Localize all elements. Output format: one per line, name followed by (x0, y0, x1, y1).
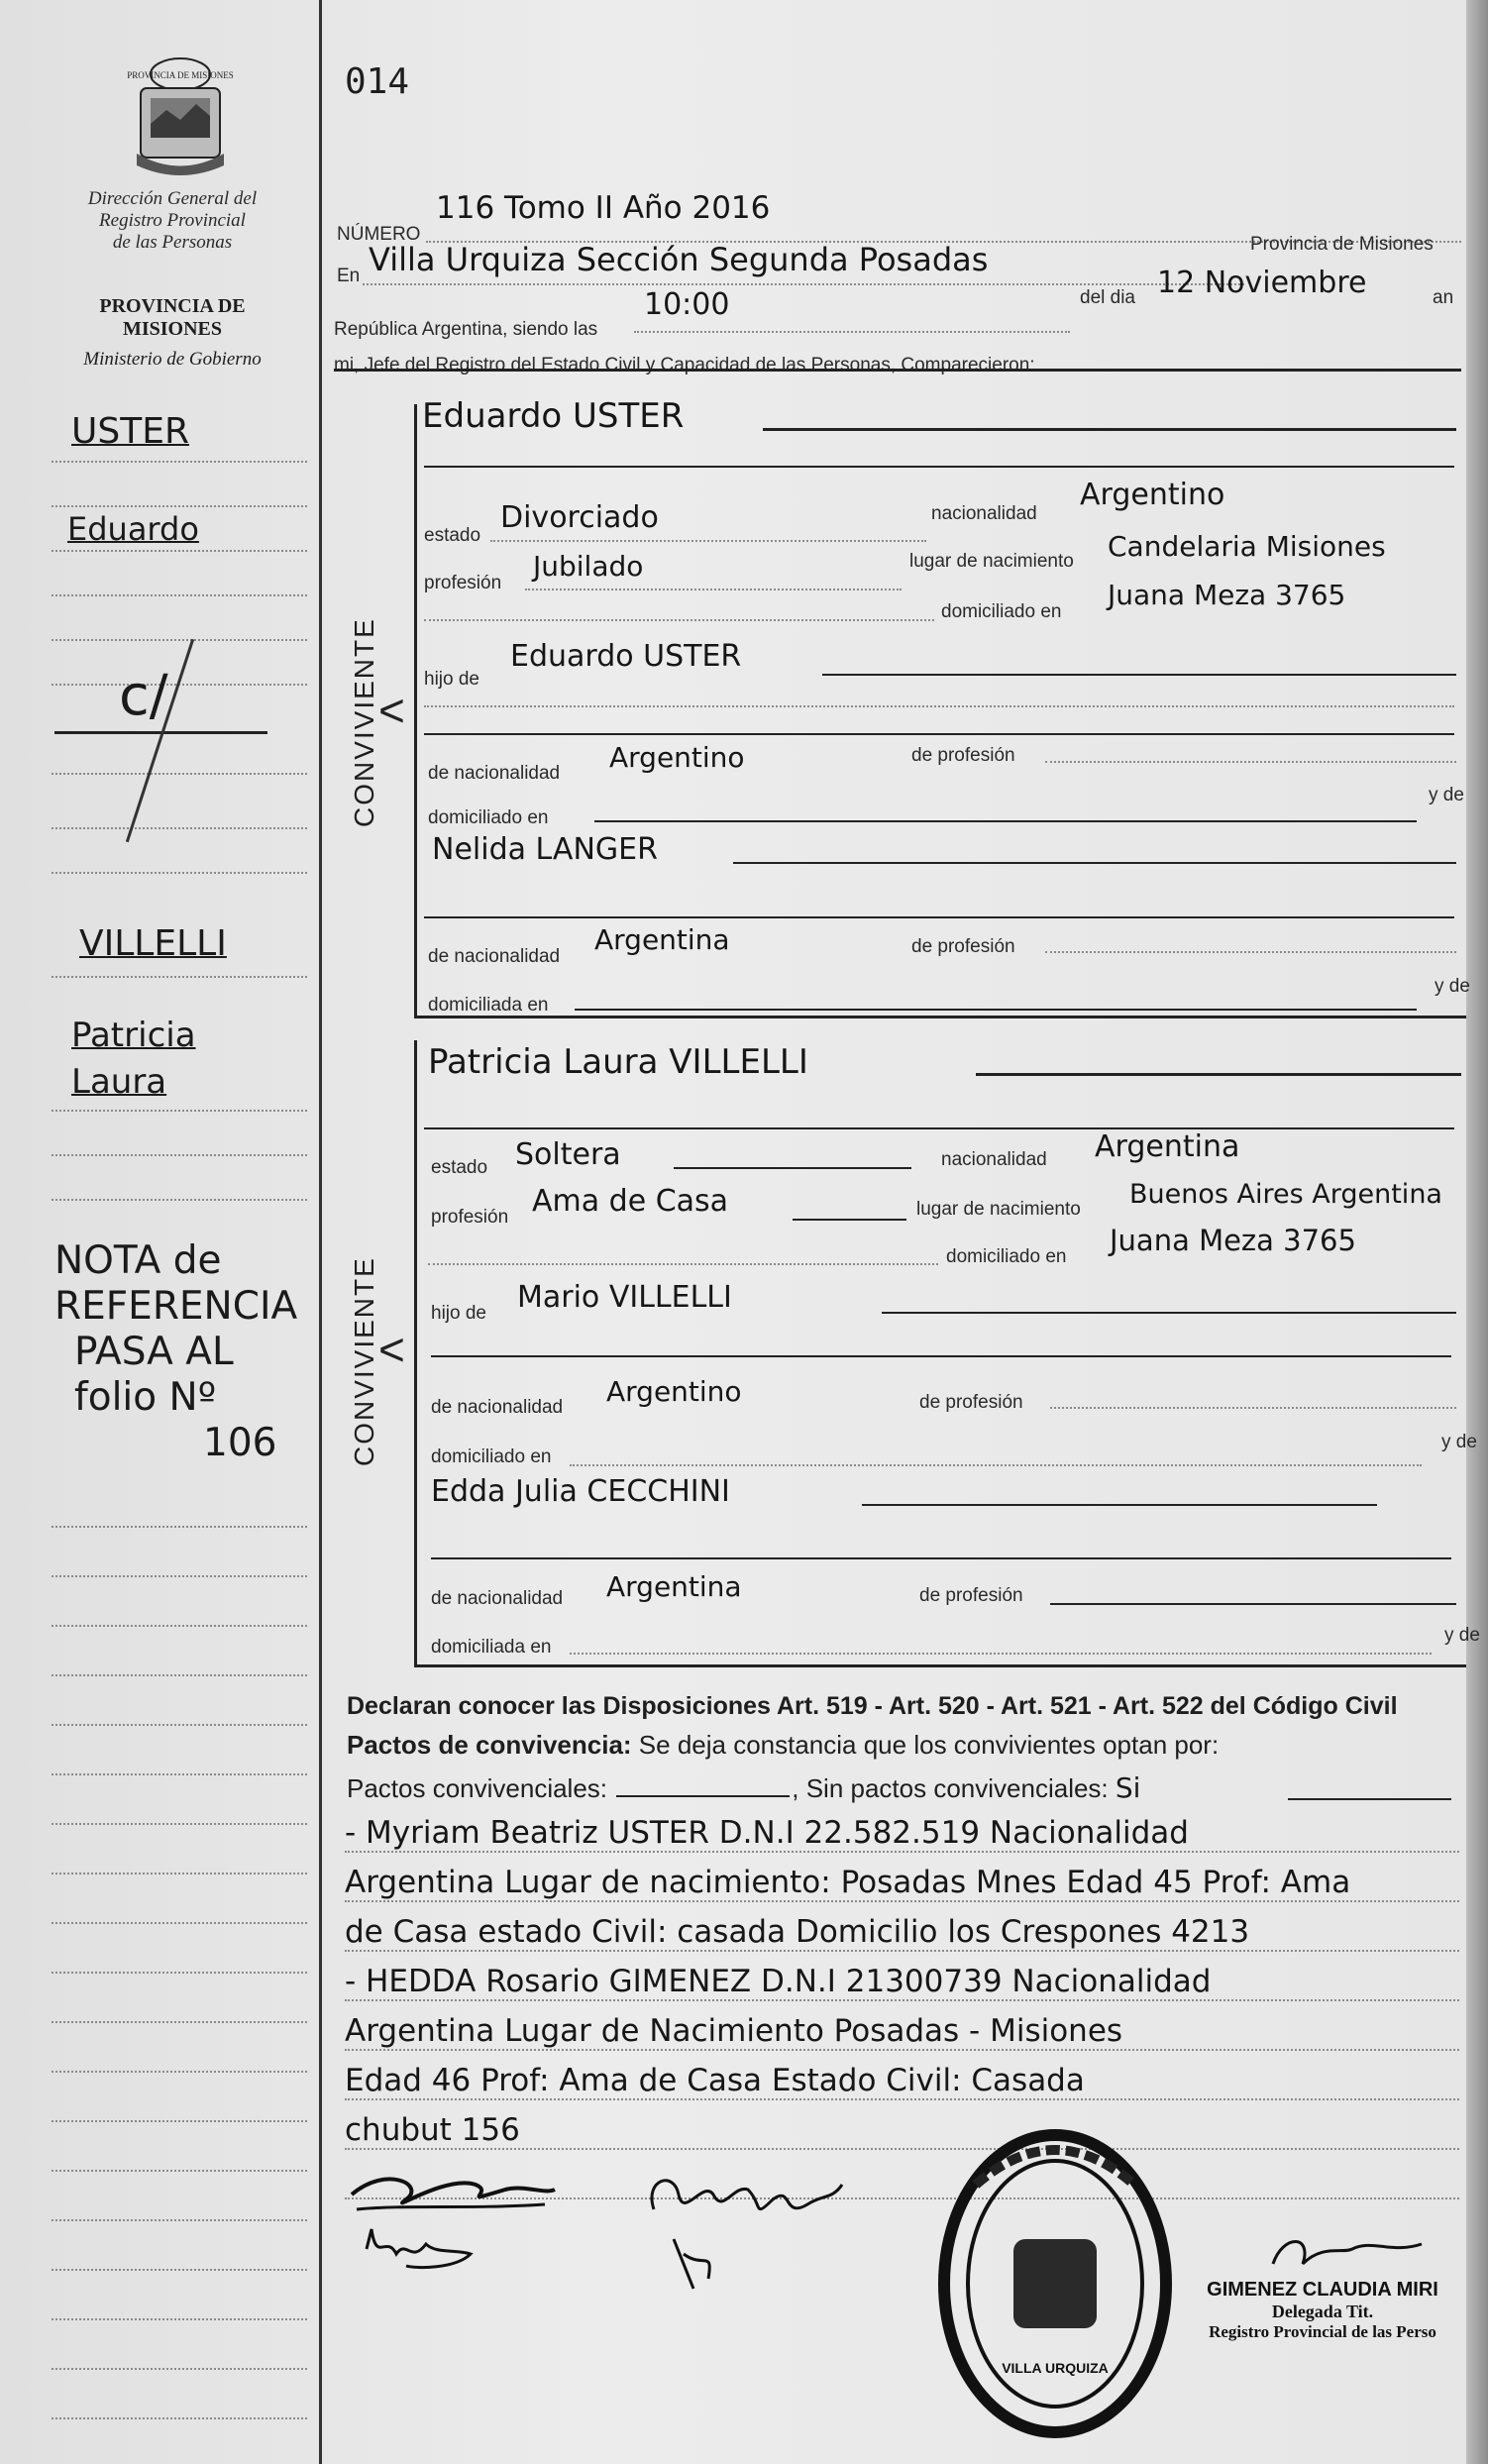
conv2-nacionalidad: Argentina (1095, 1129, 1240, 1164)
pactos-text: Se deja constancia que los convivientes optan por: (638, 1730, 1220, 1760)
bracket-chevron-icon: < (378, 1324, 405, 1375)
dotted-line (525, 589, 902, 590)
label-de-nacionalidad: de nacionalidad (431, 1588, 564, 1609)
rule-line (976, 1073, 1461, 1076)
margin-party1-surname: USTER (71, 411, 189, 452)
label-de-nacionalidad: de nacionalidad (428, 763, 561, 784)
label-y-de: y de (1441, 1432, 1477, 1452)
margin-line (52, 1922, 307, 1924)
official-seal (936, 2125, 1174, 2442)
margin-line (52, 827, 307, 829)
conv1-estado: Divorciado (500, 500, 659, 535)
rule-line (1288, 1798, 1451, 1800)
margin-line (52, 2368, 307, 2370)
label-domiciliada: domiciliada en (428, 995, 549, 1016)
margin-line (52, 2120, 307, 2122)
conv2-padre-nacionalidad: Argentino (606, 1375, 742, 1408)
bracket-line-1 (414, 404, 417, 1018)
rule-line (575, 1009, 1417, 1011)
page-edge (1466, 0, 1488, 2464)
pactos-label: Pactos de convivencia: (347, 1730, 632, 1760)
dotted-line (490, 540, 926, 542)
dotted-line (345, 1950, 1459, 1952)
numero-value: 116 Tomo II Año 2016 (436, 190, 771, 226)
signature-3 (1263, 2224, 1432, 2284)
margin-line (52, 1526, 307, 1528)
rule-line (414, 1664, 1466, 1667)
label-hijo-de: hijo de (424, 669, 479, 690)
label-de-nacionalidad: de nacionalidad (428, 946, 561, 967)
dotted-line (345, 1999, 1459, 2001)
institution-name: Dirección General del Registro Provincial de las Personas (87, 188, 258, 253)
provincia-text: Provincia de Misiones (1250, 234, 1434, 255)
pactos-convivenciales-line (347, 1771, 1140, 1804)
convencionales-label: Pactos convivenciales: (347, 1773, 608, 1803)
fecha-value: 12 Noviembre (1157, 266, 1367, 300)
label-domiciliado: domiciliado en (941, 601, 1062, 622)
label-estado: estado (431, 1157, 488, 1178)
margin-line (52, 550, 307, 552)
label-domiciliado: domiciliado en (431, 1446, 552, 1467)
margin-line (52, 505, 307, 507)
rule-line (594, 820, 1417, 822)
conv2-lugar-nacimiento: Buenos Aires Argentina (1129, 1179, 1442, 1210)
margin-line (52, 1972, 307, 1974)
margin-line (52, 2417, 307, 2419)
conv2-estado: Soltera (515, 1137, 621, 1172)
dotted-line (345, 2049, 1459, 2051)
label-y-de: y de (1444, 1625, 1480, 1646)
margin-line (52, 773, 307, 775)
convencionales-blank (616, 1795, 790, 1797)
rule-line (424, 466, 1454, 468)
dotted-line (345, 1851, 1459, 1853)
rule-line (763, 428, 1456, 431)
margin-line (52, 1154, 307, 1156)
rule-line (334, 369, 1461, 372)
provincial-crest-icon (127, 54, 234, 181)
testigo-line: - HEDDA Rosario GIMENEZ D.N.I 21300739 Nacionalidad (345, 1964, 1212, 1999)
conv2-nombre: Patricia Laura VILLELLI (428, 1042, 808, 1082)
margin-line (52, 976, 307, 978)
margin-line (52, 1575, 307, 1577)
signature-2 (634, 2160, 862, 2308)
testigo-line: Argentina Lugar de nacimiento: Posadas Mnes Edad 45 Prof: Ama (345, 1865, 1351, 1900)
bracket-line-2 (414, 1040, 417, 1664)
testigo-line: chubut 156 (345, 2112, 520, 2148)
rule-line (822, 674, 1456, 676)
republica-text: República Argentina, siendo las (334, 319, 598, 340)
conv2-padre: Mario VILLELLI (517, 1280, 732, 1315)
margin-line (52, 594, 307, 596)
document-number: 014 (345, 61, 410, 102)
conv1-padre: Eduardo USTER (510, 639, 742, 674)
dotted-line (1045, 761, 1456, 763)
en-label: En (337, 266, 361, 286)
margin-line (52, 1823, 307, 1825)
bracket-chevron-icon: < (378, 685, 405, 736)
rule-line (424, 1127, 1454, 1129)
label-lugar-nacimiento: lugar de nacimiento (909, 551, 1074, 572)
margin-line (52, 1199, 307, 1201)
crest-caption: PROVINCIA DE MISIONES (127, 70, 234, 80)
testigo-line: Edad 46 Prof: Ama de Casa Estado Civil: Casada (345, 2063, 1085, 2098)
rule-line (1050, 1603, 1456, 1605)
rule-line (431, 1557, 1451, 1559)
rule-line (414, 1016, 1466, 1018)
margin-line (52, 1773, 307, 1775)
conviviente-1-label: CONVIVIENTE (349, 617, 379, 827)
jefe-text: mi, Jefe del Registro del Estado Civil y Capacidad de las Personas, Comparecieron: (334, 355, 1035, 375)
margin-divider (319, 0, 322, 2464)
label-y-de: y de (1429, 785, 1464, 805)
pactos-line (347, 1730, 1219, 1761)
label-de-profesion: de profesión (919, 1392, 1023, 1413)
conv1-nombre: Eduardo USTER (422, 396, 685, 436)
label-nacionalidad: nacionalidad (941, 1149, 1047, 1170)
margin-line (52, 2318, 307, 2320)
testigo-line: Argentina Lugar de Nacimiento Posadas - Misiones (345, 2013, 1123, 2049)
del-dia-text: del dia (1080, 287, 1135, 308)
dotted-line (363, 283, 1244, 285)
margin-line (52, 1110, 307, 1112)
numero-label: NÚMERO (337, 224, 421, 245)
label-y-de: y de (1435, 976, 1470, 997)
label-domiciliado: domiciliado en (428, 807, 549, 828)
label-hijo-de: hijo de (431, 1303, 486, 1324)
rule-line (793, 1219, 906, 1221)
dotted-line (424, 705, 1454, 707)
margin-line (52, 1873, 307, 1875)
dotted-line (345, 1900, 1459, 1902)
official-signature-block: GIMENEZ CLAUDIA MIRI Delegada Tit. Registro Provincial de las Perso (1207, 2279, 1438, 2341)
margin-line (52, 1724, 307, 1726)
conv1-madre-nacionalidad: Argentina (594, 923, 730, 956)
conv1-padre-nacionalidad: Argentino (609, 741, 745, 774)
conv1-madre: Nelida LANGER (432, 832, 658, 867)
label-domiciliada: domiciliada en (431, 1637, 552, 1658)
conv2-profesion: Ama de Casa (532, 1184, 729, 1219)
declaracion-articulos: Declaran conocer las Disposiciones Art. 519 - Art. 520 - Art. 521 - Art. 522 del Código Civil (347, 1692, 1398, 1720)
dotted-line (428, 1263, 938, 1265)
margin-separator: c/ (119, 664, 168, 728)
margin-party2-given-1: Patricia (71, 1016, 196, 1055)
conviviente-2-label: CONVIVIENTE (349, 1256, 379, 1466)
margin-line (52, 1625, 307, 1627)
margin-line (52, 872, 307, 874)
en-value: Villa Urquiza Sección Segunda Posadas (369, 241, 989, 278)
label-de-profesion: de profesión (911, 936, 1015, 957)
rule-line (424, 916, 1454, 918)
signature-1 (347, 2155, 565, 2284)
rule-line (674, 1167, 911, 1169)
margin-line (52, 2021, 307, 2023)
label-domiciliado: domiciliado en (946, 1246, 1067, 1267)
dotted-line (1050, 1407, 1456, 1409)
rule-line (862, 1504, 1377, 1506)
conv2-madre: Edda Julia CECCHINI (431, 1474, 730, 1509)
label-nacionalidad: nacionalidad (931, 503, 1037, 524)
dotted-line (345, 2098, 1459, 2100)
sin-pactos-label: , Sin pactos convivenciales: (792, 1773, 1109, 1803)
conv2-madre-nacionalidad: Argentina (606, 1570, 742, 1603)
label-de-profesion: de profesión (911, 745, 1015, 766)
dotted-line (345, 2148, 1459, 2150)
margin-line (52, 2170, 307, 2172)
dotted-line (570, 1464, 1422, 1466)
reference-note: NOTA de REFERENCIA PASA AL folio Nº 106 (54, 1238, 298, 1465)
testigo-line: de Casa estado Civil: casada Domicilio los Crespones 4213 (345, 1914, 1250, 1950)
rule-line (431, 1355, 1451, 1357)
rule-line (424, 733, 1454, 735)
conv1-lugar-nacimiento: Candelaria Misiones (1108, 530, 1386, 563)
seal-text: VILLA URQUIZA (1002, 2360, 1109, 2376)
dotted-line (424, 619, 934, 621)
label-profesion: profesión (424, 573, 502, 593)
conv2-domicilio: Juana Meza 3765 (1110, 1224, 1356, 1257)
margin-line (52, 2219, 307, 2221)
margin-line (52, 2071, 307, 2073)
conv1-nacionalidad: Argentino (1080, 478, 1225, 512)
conv1-profesion: Jubilado (533, 550, 644, 583)
dotted-line (1045, 951, 1456, 953)
dotted-line (570, 1653, 1432, 1655)
sin-pactos-value: Si (1115, 1771, 1141, 1804)
margin-line (52, 1674, 307, 1676)
label-de-profesion: de profesión (919, 1585, 1023, 1606)
province-name: PROVINCIA DE MISIONES (99, 295, 246, 340)
margin-party2-surname: VILLELLI (79, 923, 227, 964)
rule-line (733, 862, 1456, 864)
margin-party2-given-2: Laura (71, 1062, 167, 1102)
anos-text: an (1433, 287, 1454, 308)
label-de-nacionalidad: de nacionalidad (431, 1397, 564, 1418)
ministry-name: Ministerio de Gobierno (83, 349, 262, 370)
margin-party1-given: Eduardo (67, 510, 199, 548)
testigo-line: - Myriam Beatriz USTER D.N.I 22.582.519 Nacionalidad (345, 1815, 1189, 1851)
margin-line (52, 461, 307, 463)
label-profesion: profesión (431, 1207, 509, 1228)
margin-line (52, 2269, 307, 2271)
hora-value: 10:00 (644, 287, 730, 322)
margin-line (52, 639, 307, 641)
label-estado: estado (424, 525, 481, 546)
rule-line (882, 1312, 1456, 1314)
conv1-domicilio: Juana Meza 3765 (1108, 579, 1346, 611)
dotted-line (634, 331, 1070, 333)
label-lugar-nacimiento: lugar de nacimiento (916, 1199, 1081, 1220)
